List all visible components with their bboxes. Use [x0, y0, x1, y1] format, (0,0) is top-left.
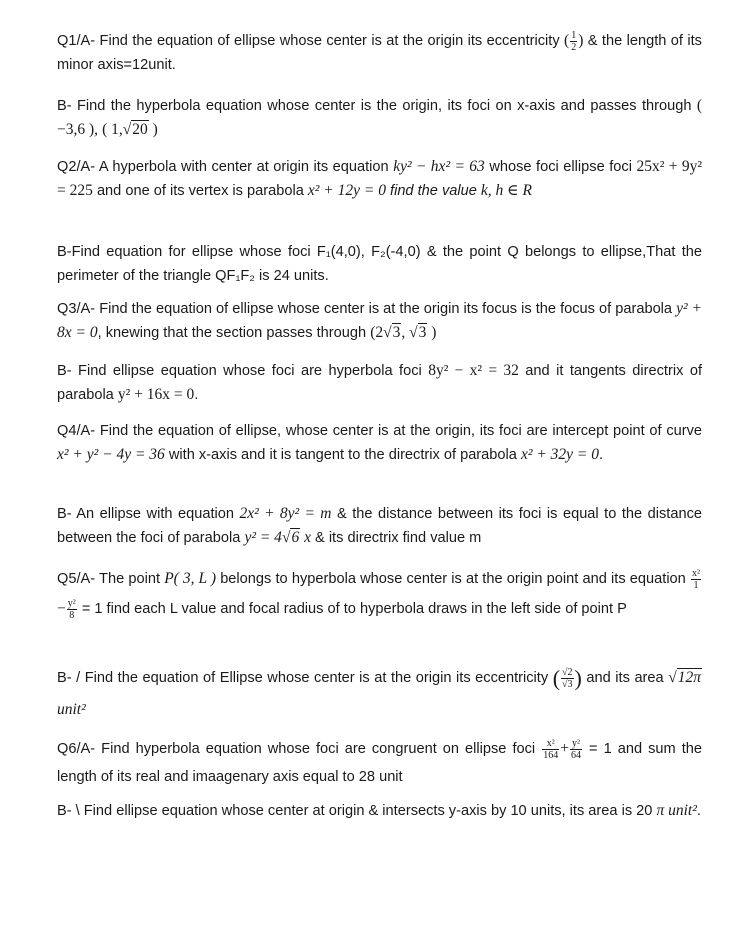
eccentricity-fraction: $\frac{√2}{√3}$ [562, 666, 573, 690]
question-label: Q1/A- [57, 33, 96, 49]
area-unit: π unit² [656, 802, 697, 819]
question-2a-text: Q2/A- A hyperbola with center at origin its equation ky² − hx² = 63 whose foci ellipse foci 25x² + 9y² = 225 and one of its vertex is parabola x² + 12y = 0 find the value k, h ∈ R [57, 158, 702, 199]
parabola-equation: y² + 16x = 0 [117, 386, 195, 403]
question-3a-text: Q3/A- Find the equation of ellipse whose center is at the origin its focus is the focus of parabola y² + 8x = 0, knewing that the section passes through (2√3, √3 ) [57, 300, 702, 341]
question-6b [57, 799, 702, 823]
ellipse-equation: $\frac{\text{x²}}{164}$ + $\frac{\text{y²}}{64}$ [543, 737, 581, 761]
question-label: B- / [57, 670, 81, 686]
curve-equation: x² + y² − 4y = 36 [57, 446, 165, 463]
ellipse-equation: 25x² + 9y² = 225 [57, 158, 702, 199]
question-2b [57, 240, 702, 288]
hyperbola-equation: 8y² − x² = 32 [428, 362, 519, 379]
question-label: B- [57, 363, 72, 379]
question-6a [57, 735, 702, 791]
question-label: Q5/A- [57, 571, 96, 587]
question-label: Q3/A- [57, 301, 96, 317]
question-1a [57, 29, 702, 77]
parabola-equation: x² + 12y = 0 [307, 182, 386, 199]
question-3a [57, 297, 702, 345]
question-5b-text: B- / Find the equation of Ellipse whose center is at the origin its eccentricity ( $\frac{√2}{√3}$ ) and its area √12π unit² [57, 665, 701, 718]
point: (2√3, √3 ) [370, 324, 437, 341]
question-label: Q2/A- [57, 159, 96, 175]
ellipse-equation: 2x² + 8y² = m [239, 505, 332, 522]
question-label: Q4/A- [57, 423, 96, 439]
point-p: P( 3, L ) [164, 570, 216, 587]
question-1b-text: B- Find the hyperbola equation whose center is the origin, its foci on x-axis and passes through ( −3,6 ), ( 1,√20 ) [57, 97, 703, 138]
question-label: B- [57, 244, 72, 260]
question-5a [57, 564, 702, 624]
question-4a [57, 419, 702, 467]
question-label: B- [57, 98, 72, 114]
question-6b-text: B- \ Find ellipse equation whose center at origin & intersects y-axis by 10 units, its area is 20 π unit². [57, 802, 701, 819]
eccentricity-fraction: $\frac{1}{2}$ [571, 29, 577, 53]
question-5b [57, 662, 702, 726]
point-1: ( −3,6 ) [57, 97, 703, 138]
question-label: B- [57, 506, 72, 522]
parabola-equation: y² = 4√6 x [244, 529, 311, 546]
area-value: √12π [668, 669, 701, 686]
question-2b-text: B-Find equation for ellipse whose foci F₁(4,0), F₂(-4,0) & the point Q belongs to ellipse,That the perimeter of the triangle QF₁F₂ is 24 units. [57, 244, 702, 284]
question-6a-text: Q6/A- Find hyperbola equation whose foci are congruent on ellipse foci $\frac{\text{x²}}{164}$ + $\frac{\text{y²}}{64}$ = 1 and sum the length of its real and imaagenary axis equal to 28 unit [57, 737, 703, 785]
hyperbola-equation: ky² − hx² = 63 [393, 158, 485, 175]
question-1b [57, 94, 702, 142]
question-label: B- \ [57, 803, 80, 819]
question-1a-text: Q1/A- Find the equation of ellipse whose center is at the origin its eccentricity ( $\frac{1}{2}$ ) & the length of its minor axis=12unit. [57, 29, 702, 73]
question-3b [57, 359, 702, 407]
question-4b-text: B- An ellipse with equation 2x² + 8y² = m & the distance between its foci is equal to the distance between the foci of parabola y² = 4√6 x & its directrix find value m [57, 505, 703, 546]
question-label: Q6/A- [57, 741, 96, 757]
parabola-equation: y² + 8x = 0 [57, 300, 702, 341]
hyperbola-equation: $\frac{\text{x²}}{1}$ − $\frac{\text{y²}}{8}$ [57, 567, 700, 621]
point-2: ( 1,√20 ) [102, 121, 158, 138]
question-4a-text: Q4/A- Find the equation of ellipse, whose center is at the origin, its foci are intercept point of curve x² + y² − 4y = 36 with x-axis and it is tangent to the directrix of parabola x² + 32y = 0. [57, 423, 703, 463]
question-5a-text: Q5/A- The point P( 3, L ) belongs to hyperbola whose center is at the origin point and its equation $\frac{\text{x²}}{1}$ − $\frac{\text{y²}}{8}$ = 1 find each L value and focal radius of to hyperbola draws in the left side of point P [57, 567, 700, 621]
question-2a [57, 155, 702, 203]
parabola-equation: x² + 32y = 0 [520, 446, 600, 463]
question-4b [57, 502, 702, 550]
question-3b-text: B- Find ellipse equation whose foci are hyperbola foci 8y² − x² = 32 and it tangents directrix of parabola y² + 16x = 0. [57, 362, 702, 403]
